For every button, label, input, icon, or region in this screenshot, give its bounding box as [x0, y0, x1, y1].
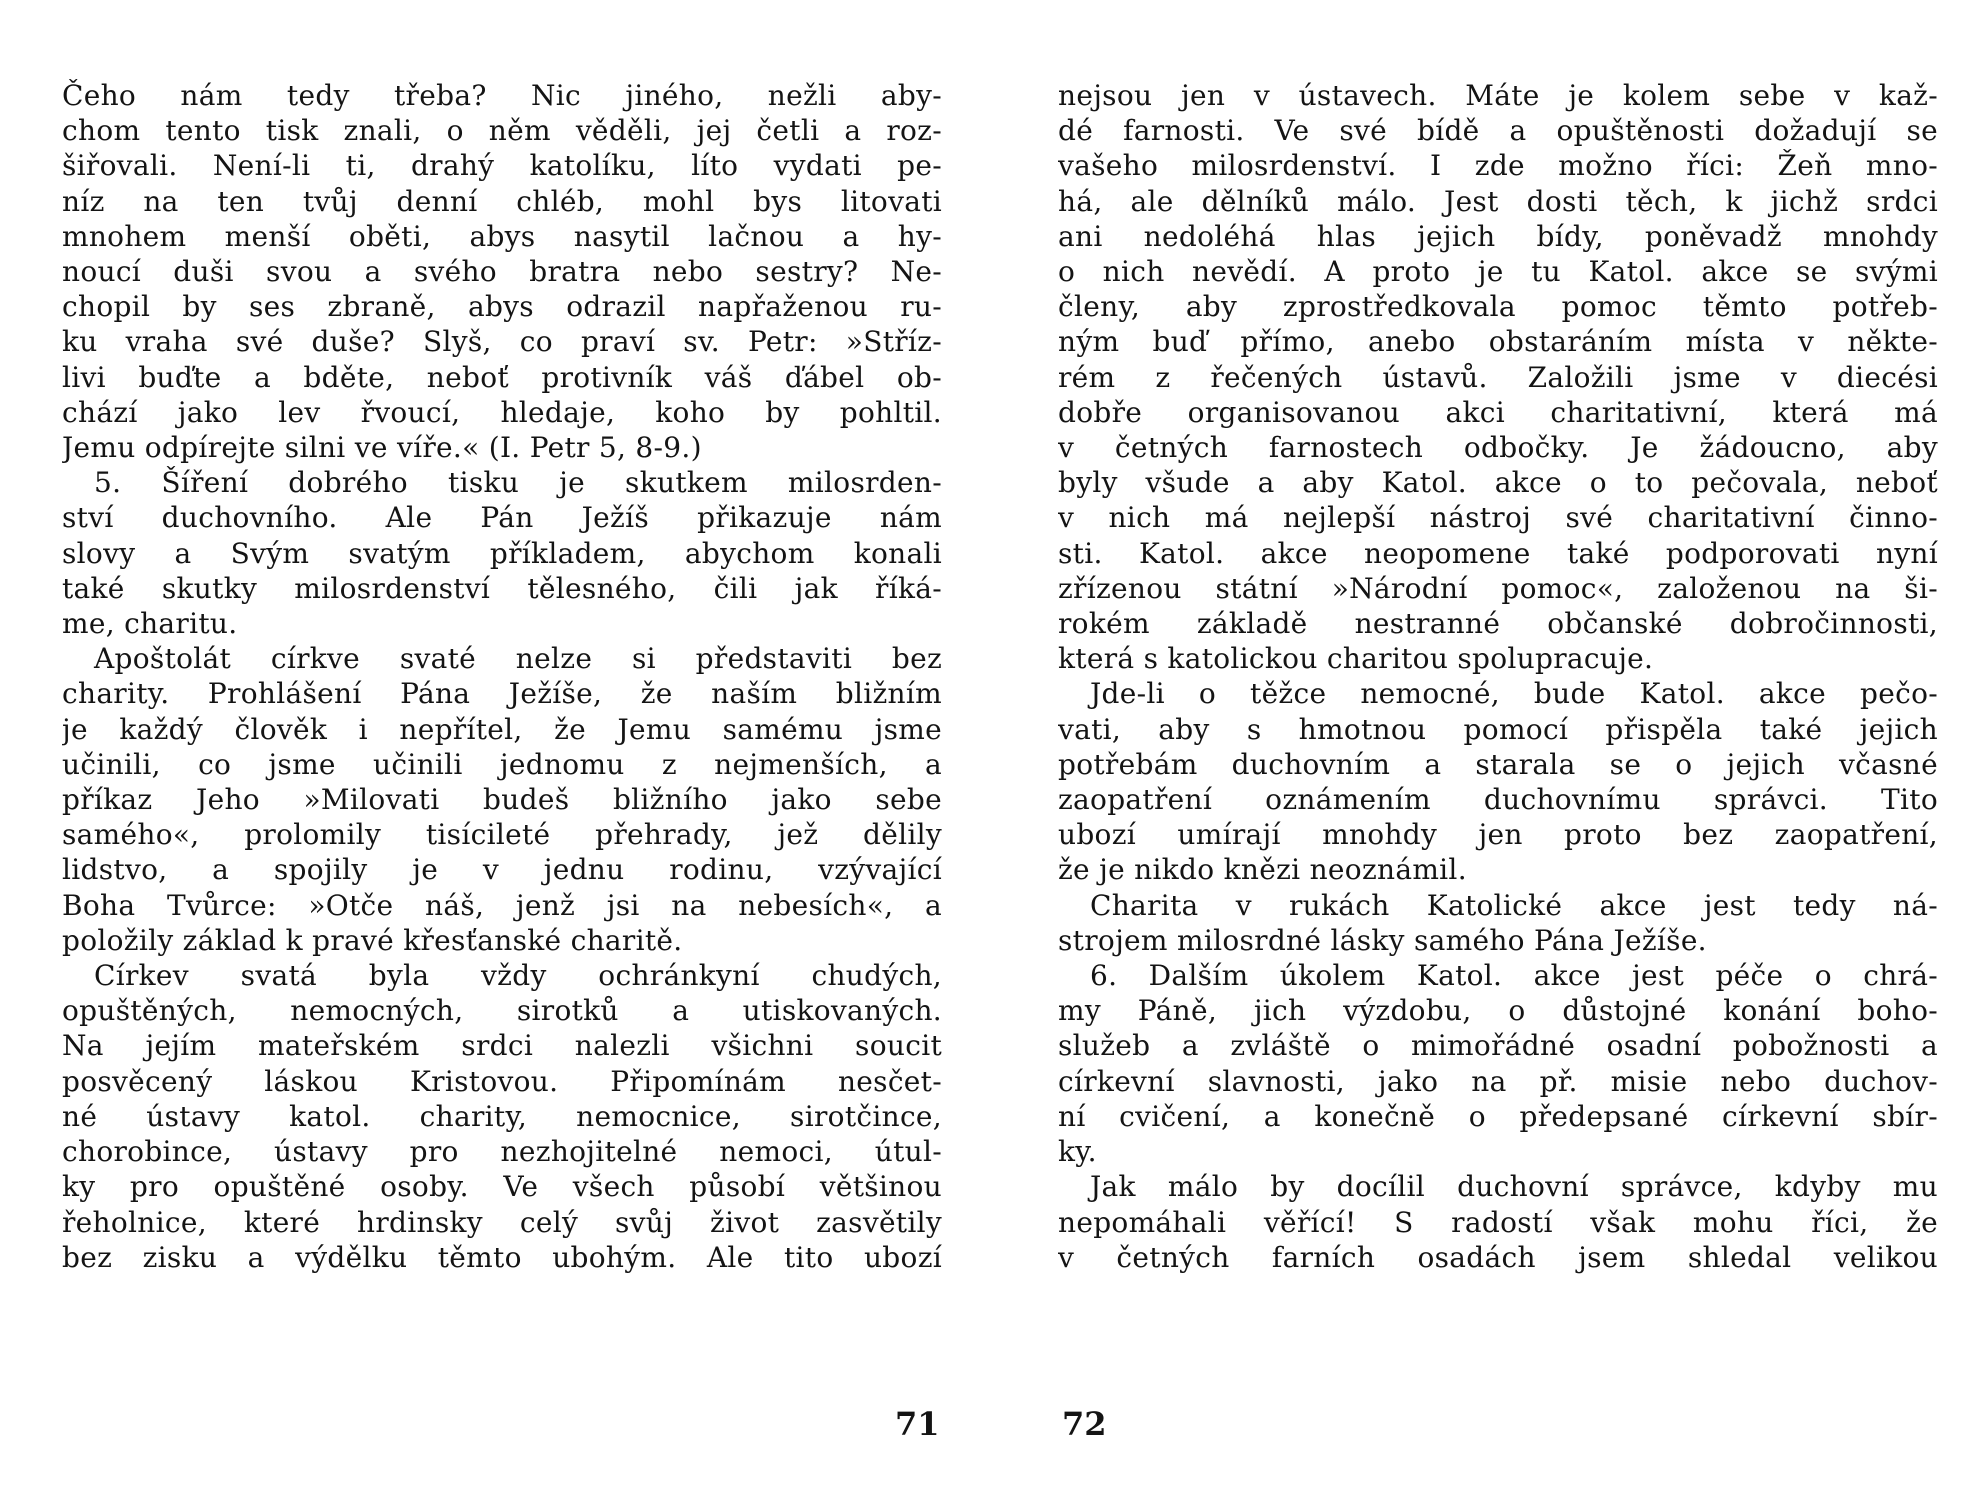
- text-line: my Páně, jich výzdobu, o důstojné konání boho-: [1058, 994, 1938, 1028]
- text-line: ky pro opuštěné osoby. Ve všech působí většinou: [62, 1170, 942, 1204]
- left-page: [62, 78, 942, 1275]
- text-line: Čeho nám tedy třeba? Nic jiného, nežli aby-: [62, 79, 942, 112]
- text-line: me, charitu.: [62, 607, 238, 641]
- text-line: noucí duši svou a svého bratra nebo sestry? Ne-: [62, 255, 942, 289]
- text-line: učinili, co jsme učinili jednomu z nejmenších, a: [62, 747, 942, 781]
- text-line: ubozí umírají mnohdy jen proto bez zaopatření,: [1058, 818, 1938, 852]
- text-line: příkaz Jeho »Milovati budeš bližního jako sebe: [62, 783, 942, 817]
- text-line: položily základ k pravé křesťanské charitě.: [62, 923, 683, 957]
- text-line: né ústavy katol. charity, nemocnice, sirotčince,: [62, 1099, 942, 1133]
- right-page-text: [1058, 78, 1938, 1275]
- text-line: vašeho milosrdenství. I zde možno říci: Žeň mno-: [1058, 149, 1938, 183]
- text-line: strojem milosrdné lásky samého Pána Ježíše.: [1058, 923, 1707, 957]
- text-line: sti. Katol. akce neopomene také podporovati nyní: [1058, 536, 1938, 570]
- text-line: dobře organisovanou akci charitativní, která má: [1058, 395, 1938, 429]
- text-line: chopil by ses zbraně, abys odrazil napřaženou ru-: [62, 290, 942, 324]
- text-line: há, ale dělníků málo. Jest dosti těch, k jichž srdci: [1058, 184, 1938, 218]
- text-line: Boha Tvůrce: »Otče náš, jenž jsi na nebesích«, a: [62, 888, 942, 922]
- text-line: Na jejím mateřském srdci nalezli všichni soucit: [62, 1029, 942, 1063]
- text-line: Jde-li o těžce nemocné, bude Katol. akce pečo-: [1090, 677, 1938, 711]
- text-line: rokém základě nestranné občanské dobročinnosti,: [1058, 607, 1938, 641]
- text-line: Apoštolát církve svaté nelze si představiti bez: [94, 642, 942, 676]
- text-line: chom tento tisk znali, o něm věděli, jej četli a roz-: [62, 114, 942, 148]
- text-line: opuštěných, nemocných, sirotků a utiskovaných.: [62, 994, 942, 1028]
- text-line: o nich nevědí. A proto je tu Katol. akce se svými: [1058, 255, 1938, 289]
- text-line: ani nedoléhá hlas jejich bídy, poněvadž mnohdy: [1058, 219, 1938, 253]
- text-line: byly všude a aby Katol. akce o to pečovala, neboť: [1058, 466, 1938, 500]
- text-line: služeb a zvláště o mimořádné osadní pobožnosti a: [1058, 1029, 1938, 1063]
- text-line: ství duchovního. Ale Pán Ježíš přikazuje nám: [62, 501, 942, 535]
- text-line: níz na ten tvůj denní chléb, mohl bys litovati: [62, 184, 942, 218]
- text-line: 6. Dalším úkolem Katol. akce jest péče o chrá-: [1090, 959, 1938, 993]
- text-line: livi buďte a bděte, neboť protivník váš ďábel ob-: [62, 360, 942, 394]
- text-line: je každý člověk i nepřítel, že Jemu samému jsme: [62, 712, 942, 746]
- text-line: ky.: [1058, 1135, 1097, 1169]
- left-page-text: [62, 78, 942, 1275]
- text-line: mnohem menší oběti, abys nasytil lačnou a hy-: [62, 219, 942, 253]
- text-line: lidstvo, a spojily je v jednu rodinu, vzývající: [62, 853, 942, 887]
- text-line: chází jako lev řvoucí, hledaje, koho by pohltil.: [62, 395, 942, 429]
- text-line: samého«, prolomily tisícileté přehrady, jež dělily: [62, 818, 942, 852]
- text-line: nepomáhali věřící! S radostí však mohu říci, že: [1058, 1205, 1938, 1239]
- text-line: v četných farnostech odbočky. Je žádoucno, aby: [1058, 431, 1938, 465]
- text-line: v nich má nejlepší nástroj své charitativní činno-: [1058, 501, 1938, 535]
- text-line: zaopatření oznámením duchovnímu správci. Tito: [1058, 783, 1938, 817]
- text-line: ným buď přímo, anebo obstaráním místa v někte-: [1058, 325, 1938, 359]
- page-number-right: 72: [1062, 1405, 1107, 1443]
- text-line: ku vraha své duše? Slyš, co praví sv. Petr: »Stříz-: [62, 325, 942, 359]
- text-line: že je nikdo knězi neoznámil.: [1058, 853, 1467, 887]
- text-line: potřebám duchovním a starala se o jejich včasné: [1058, 747, 1938, 781]
- text-line: ní cvičení, a konečně o předepsané církevní sbír-: [1058, 1099, 1938, 1133]
- text-line: šiřovali. Není-li ti, drahý katolíku, líto vydati pe-: [62, 149, 942, 183]
- page-number-left: 71: [895, 1405, 940, 1443]
- text-line: také skutky milosrdenství tělesného, čili jak říká-: [62, 571, 942, 605]
- text-line: členy, aby zprostředkovala pomoc těmto potřeb-: [1058, 290, 1938, 324]
- text-line: řeholnice, které hrdinsky celý svůj život zasvětily: [62, 1205, 942, 1239]
- text-line: posvěcený láskou Kristovou. Připomínám nesčet-: [62, 1064, 942, 1098]
- text-line: Církev svatá byla vždy ochránkyní chudých,: [94, 959, 942, 993]
- text-line: chorobince, ústavy pro nezhojitelné nemoci, útul-: [62, 1135, 942, 1169]
- right-page: [1058, 78, 1938, 1275]
- text-line: nejsou jen v ústavech. Máte je kolem sebe v kaž-: [1058, 79, 1938, 112]
- text-line: která s katolickou charitou spolupracuje.: [1058, 642, 1654, 676]
- text-line: Jak málo by docílil duchovní správce, kdyby mu: [1090, 1170, 1938, 1204]
- text-line: 5. Šíření dobrého tisku je skutkem milosrden-: [94, 466, 942, 500]
- text-line: rém z řečených ústavů. Založili jsme v diecési: [1058, 360, 1938, 394]
- text-line: v četných farních osadách jsem shledal velikou: [1058, 1240, 1938, 1274]
- text-line: Charita v rukách Katolické akce jest tedy ná-: [1090, 888, 1938, 922]
- text-line: Jemu odpírejte silni ve víře.« (I. Petr 5, 8-9.): [62, 431, 702, 465]
- text-line: bez zisku a výdělku těmto ubohým. Ale tito ubozí: [62, 1240, 942, 1274]
- text-line: církevní slavnosti, jako na př. misie nebo duchov-: [1058, 1064, 1938, 1098]
- text-line: vati, aby s hmotnou pomocí přispěla také jejich: [1058, 712, 1938, 746]
- text-line: charity. Prohlášení Pána Ježíše, že naším bližním: [62, 677, 942, 711]
- text-line: zřízenou státní »Národní pomoc«, založenou na ši-: [1058, 571, 1938, 605]
- text-line: dé farnosti. Ve své bídě a opuštěnosti dožadují se: [1058, 114, 1938, 148]
- text-line: slovy a Svým svatým příkladem, abychom konali: [62, 536, 942, 570]
